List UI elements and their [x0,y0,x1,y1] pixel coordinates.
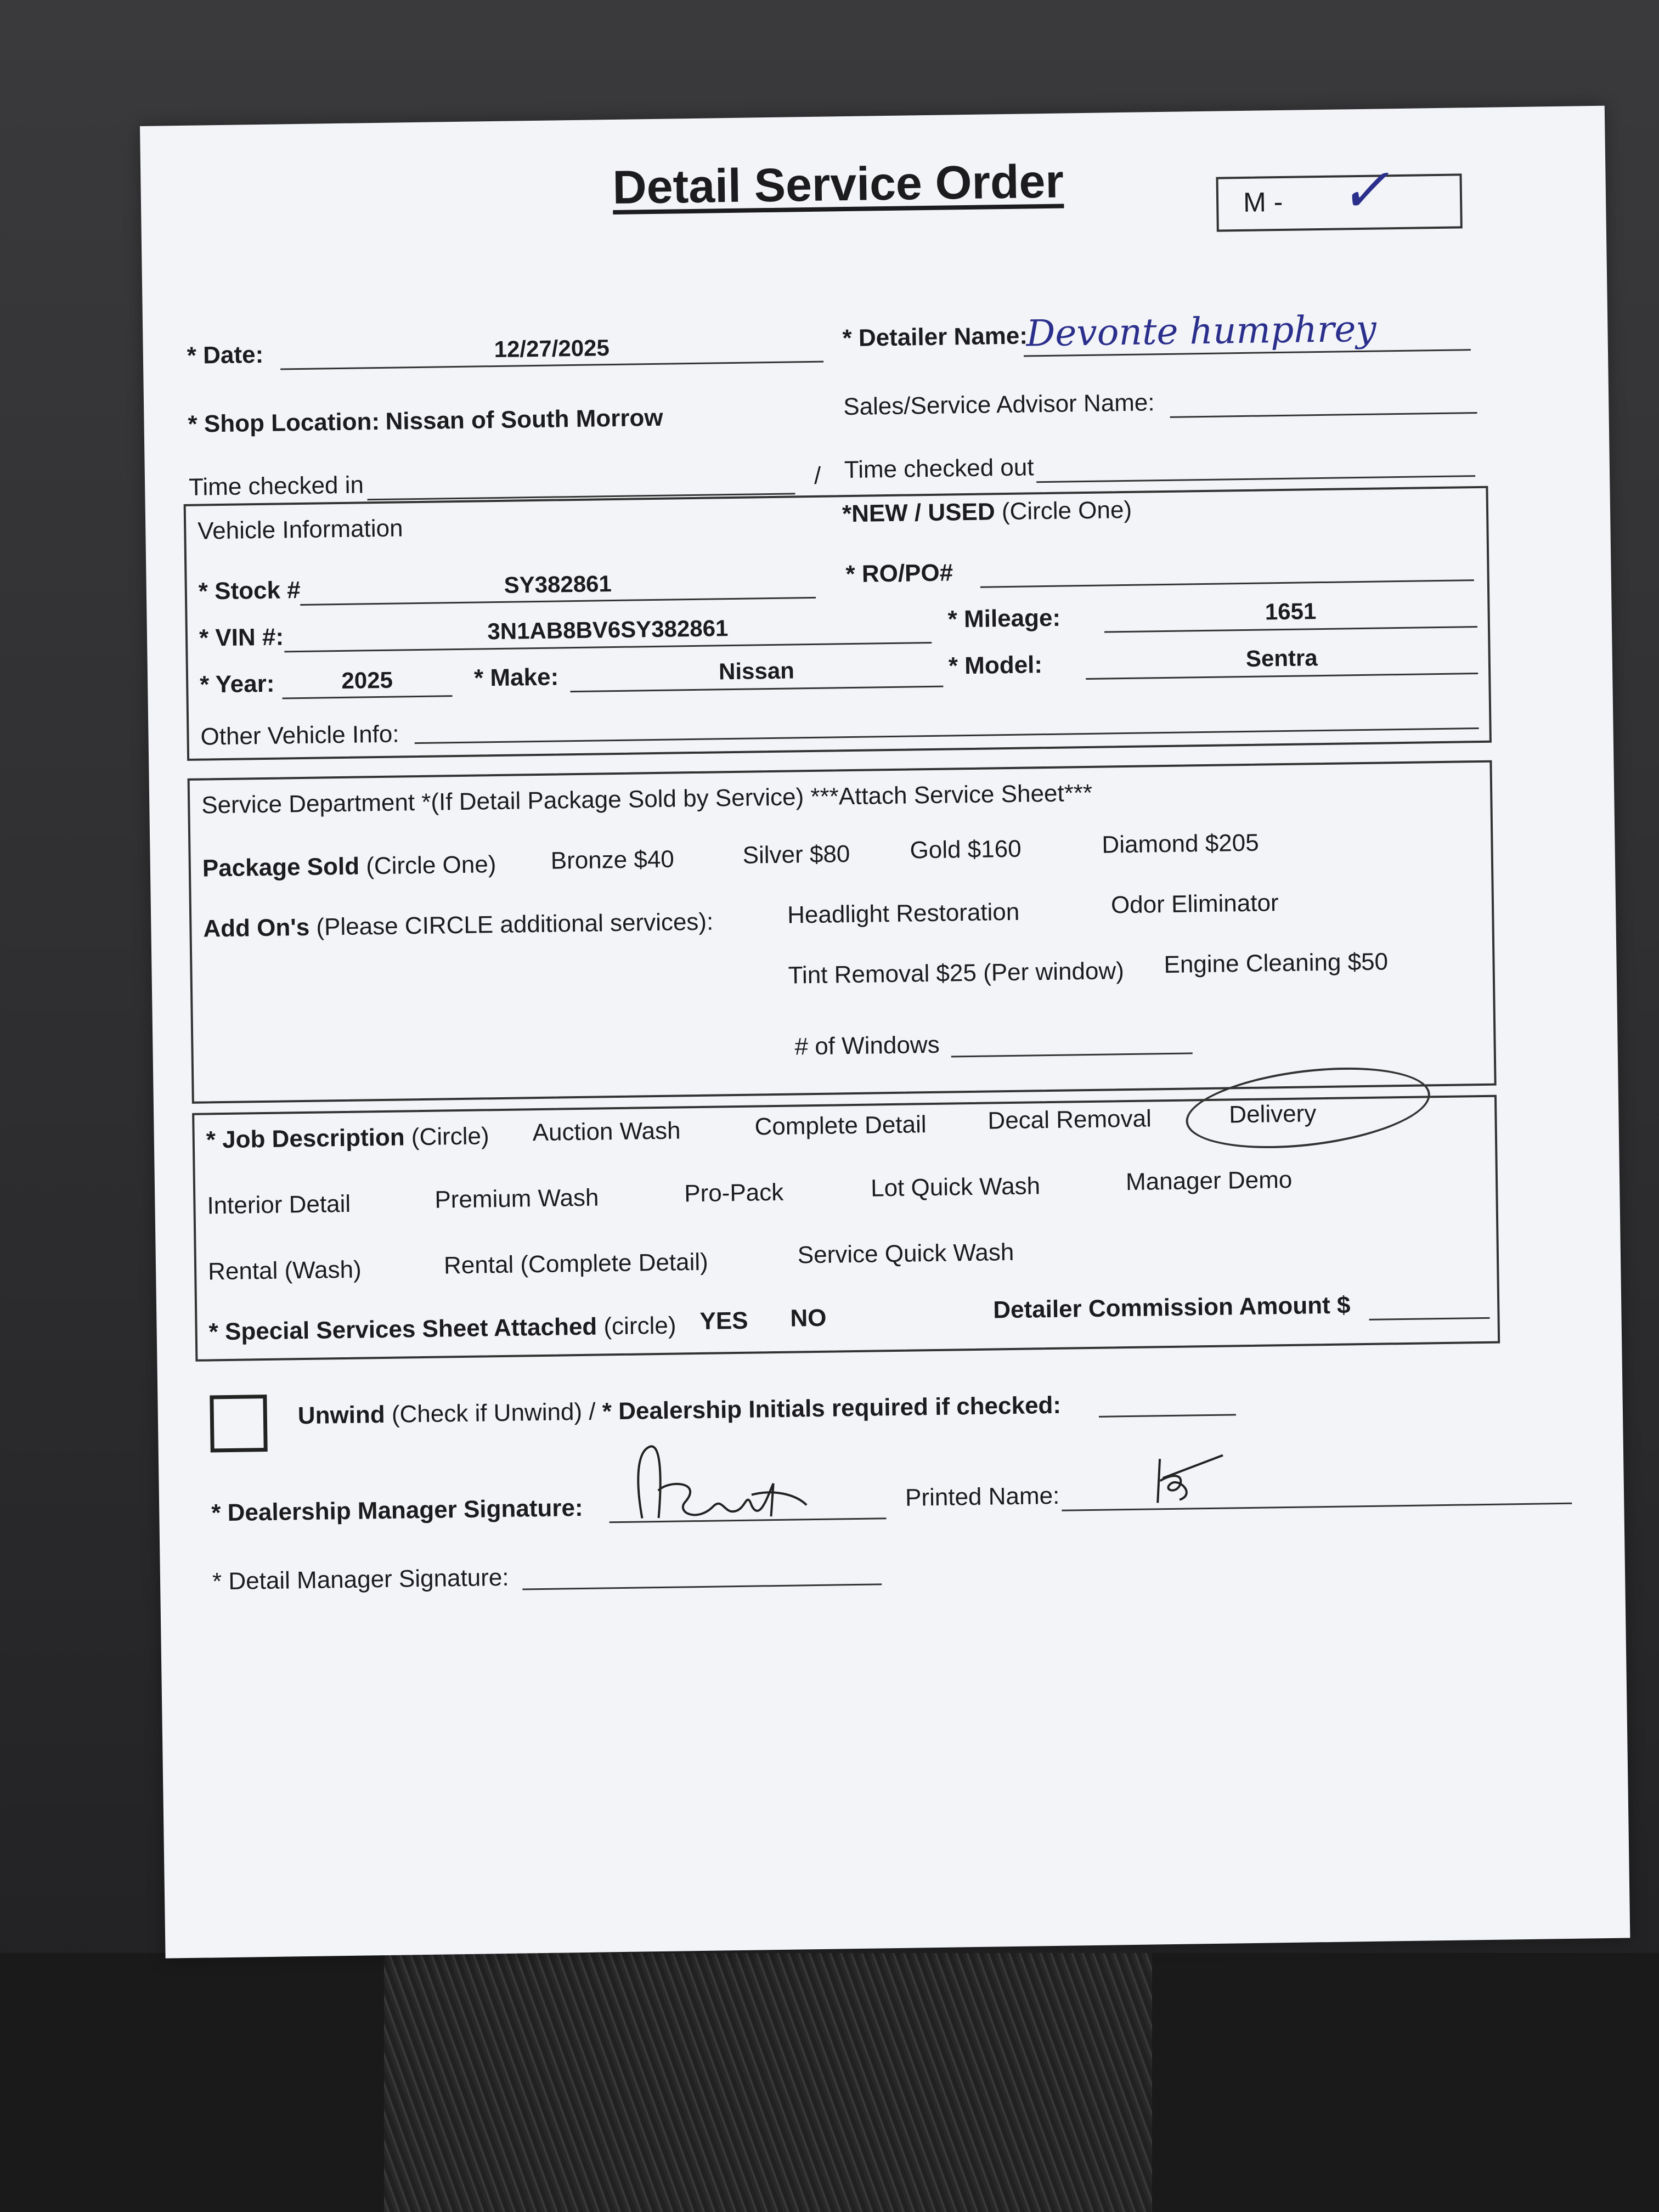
printed-name-scribble [1146,1449,1235,1511]
package-bronze[interactable]: Bronze $40 [550,845,675,874]
job-premium-wash[interactable]: Premium Wash [435,1184,599,1214]
detailer-value[interactable]: Devonte humphrey [1025,307,1377,355]
job-delivery[interactable]: Delivery [1229,1100,1317,1128]
make-label: * Make: [473,663,559,692]
stock-value[interactable]: SY382861 [504,571,612,598]
model-value[interactable]: Sentra [1245,645,1318,672]
detail-manager-label: * Detail Manager Signature: [212,1564,509,1595]
job-label: * Job Description [206,1124,405,1154]
year-label: * Year: [199,670,275,698]
unwind-text-group [298,1392,1062,1430]
job-decal-removal[interactable]: Decal Removal [988,1105,1152,1135]
package-silver[interactable]: Silver $80 [742,840,850,869]
new-used-selector[interactable] [842,496,1132,528]
vin-value[interactable]: 3N1AB8BV6SY382861 [487,615,729,645]
package-label: Package Sold [202,853,360,882]
special-services-hint: (circle) [603,1312,676,1340]
unwind-initials-line[interactable] [1099,1414,1236,1417]
windows-label: # of Windows [794,1031,940,1060]
special-no[interactable]: NO [790,1304,827,1332]
m-box-label: M - [1243,186,1283,218]
time-out-label: Time checked out [844,454,1034,484]
printed-name-line[interactable] [1062,1503,1572,1511]
mileage-label: * Mileage: [947,604,1061,633]
addon-odor[interactable]: Odor Eliminator [1110,889,1279,919]
package-gold[interactable]: Gold $160 [910,835,1022,864]
addon-engine-cleaning[interactable]: Engine Cleaning $50 [1164,948,1389,979]
job-rental-wash[interactable]: Rental (Wash) [207,1256,362,1285]
addon-tint-removal[interactable]: Tint Removal $25 (Per window) [788,957,1125,989]
time-separator: / [814,462,821,489]
date-value[interactable]: 12/27/2025 [494,335,610,363]
model-label: * Model: [948,651,1043,680]
time-in-label: Time checked in [188,471,364,501]
unwind-initials-label: * Dealership Initials required if checked: [602,1391,1062,1425]
package-diamond[interactable]: Diamond $205 [1102,829,1259,859]
job-rental-complete[interactable]: Rental (Complete Detail) [443,1248,709,1279]
stock-label: * Stock # [198,576,301,605]
job-manager-demo[interactable]: Manager Demo [1125,1166,1293,1196]
detailer-label: * Detailer Name: [842,322,1028,352]
m-box [1216,155,1462,232]
package-hint: (Circle One) [365,851,496,880]
job-service-quick-wash[interactable]: Service Quick Wash [797,1238,1014,1269]
job-label-group [206,1122,489,1154]
new-used-hint: (Circle One) [1001,496,1132,526]
new-used-label: *NEW / USED [842,498,996,528]
mileage-value[interactable]: 1651 [1265,598,1317,625]
form-title: Detail Service Order [612,155,1064,214]
shop-location-label: * Shop Location: [188,408,380,438]
job-hint: (Circle) [411,1122,489,1151]
make-value[interactable]: Nissan [718,657,795,685]
advisor-label: Sales/Service Advisor Name: [843,389,1155,421]
unwind-checkbox[interactable] [210,1395,267,1452]
special-services-label: * Special Services Sheet Attached [208,1313,597,1346]
shop-location-value: Nissan of South Morrow [385,404,663,435]
advisor-line[interactable] [1170,412,1477,418]
printed-name-label: Printed Name: [905,1482,1060,1511]
time-out-line[interactable] [1036,475,1475,483]
year-value[interactable]: 2025 [341,667,393,693]
commission-label: Detailer Commission Amount $ [992,1291,1351,1324]
job-interior-detail[interactable]: Interior Detail [207,1190,351,1220]
special-yes[interactable]: YES [699,1307,748,1335]
service-order-sheet [140,106,1630,1959]
addons-hint: (Please CIRCLE additional services): [316,908,714,941]
unwind-hint: (Check if Unwind) / [391,1398,596,1428]
vin-label: * VIN #: [199,623,284,652]
job-pro-pack[interactable]: Pro-Pack [684,1178,784,1207]
ro-po-label: * RO/PO# [845,559,953,588]
job-lot-quick-wash[interactable]: Lot Quick Wash [870,1172,1041,1202]
unwind-label: Unwind [297,1401,386,1430]
jeans-fabric [384,1953,1152,2212]
service-heading: Service Department *(If Detail Package Sold by Service) ***Attach Service Sheet*** [201,779,1093,819]
vehicle-info-heading: Vehicle Information [197,515,403,545]
addons-label: Add On's [203,913,310,943]
dealership-manager-signature [619,1427,851,1535]
job-complete-detail[interactable]: Complete Detail [754,1111,927,1141]
dealership-manager-label: * Dealership Manager Signature: [211,1494,583,1527]
package-label-group [202,851,496,882]
check-mark-icon: ✓ [1338,155,1390,226]
date-label: * Date: [187,341,264,369]
other-vehicle-label: Other Vehicle Info: [200,720,399,751]
job-auction-wash[interactable]: Auction Wash [532,1117,681,1147]
detail-manager-line[interactable] [522,1583,882,1590]
addon-headlight[interactable]: Headlight Restoration [787,898,1020,929]
